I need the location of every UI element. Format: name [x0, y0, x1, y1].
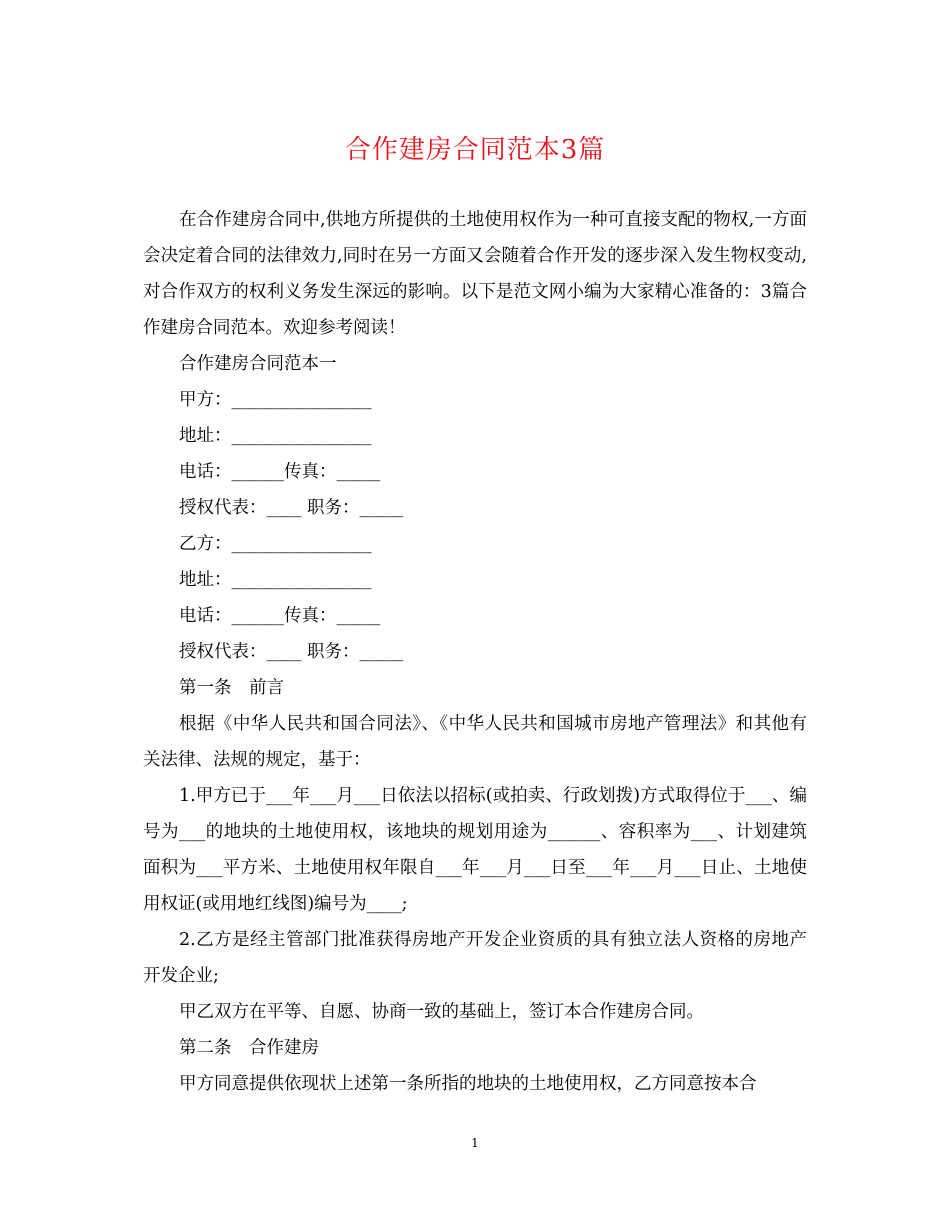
party-b-phone-fax-line: 电话：______传真：_____ — [179, 606, 381, 626]
party-a-representative-line: 授权代表：____ 职务：_____ — [179, 498, 404, 518]
party-b-representative-line: 授权代表：____ 职务：_____ — [179, 642, 404, 662]
article-two-paragraph: 甲方同意提供依现状上述第一条所指的地块的土地使用权，乙方同意按本合 — [179, 1074, 757, 1094]
page-number: 1 — [471, 1136, 479, 1150]
document-body — [143, 202, 807, 1102]
party-b-line: 乙方：________________ — [179, 534, 372, 554]
party-a-address-line: 地址：________________ — [179, 426, 372, 446]
article-one-agreement-paragraph: 甲乙双方在平等、自愿、协商一致的基础上，签订本合作建房合同。 — [179, 1002, 704, 1022]
section-heading-contract-one: 合作建房合同范本一 — [179, 354, 337, 374]
party-a-phone-fax-line: 电话：______传真：_____ — [179, 462, 381, 482]
document-title: 合作建房合同范本3篇 — [344, 135, 606, 165]
article-two-heading: 第二条 合作建房 — [179, 1038, 319, 1058]
party-b-address-line: 地址：________________ — [179, 570, 372, 590]
party-a-line: 甲方：________________ — [179, 390, 372, 410]
article-one-item-2: 2.乙方是经主管部门批准获得房地产开发企业资质的具有独立法人资格的房地产开发企业; — [143, 930, 807, 986]
article-one-basis-paragraph: 根据《中华人民共和国合同法》、《中华人民共和国城市房地产管理法》和其他有关法律、法规的规定，基于： — [143, 714, 807, 770]
article-one-item-1: 1.甲方已于___年___月___日依法以招标(或拍卖、行政划拨)方式取得位于___、编号为___的地块的土地使用权，该地块的规划用途为______、容积率为___、计划建筑面积为___平方米、土地使用权年限自___年___月___日至___年___月___日止、土地使用权证(或用地红线图)编号为____; — [143, 786, 807, 914]
intro-paragraph: 在合作建房合同中,供地方所提供的土地使用权作为一种可直接支配的物权,一方面会决定着合同的法律效力,同时在另一方面又会随着合作开发的逐步深入发生物权变动,对合作双方的权利义务发生深远的影响。以下是范文网小编为大家精心准备的：3篇合作建房合同范本。欢迎参考阅读！ — [143, 210, 807, 338]
article-one-heading: 第一条 前言 — [179, 678, 284, 698]
